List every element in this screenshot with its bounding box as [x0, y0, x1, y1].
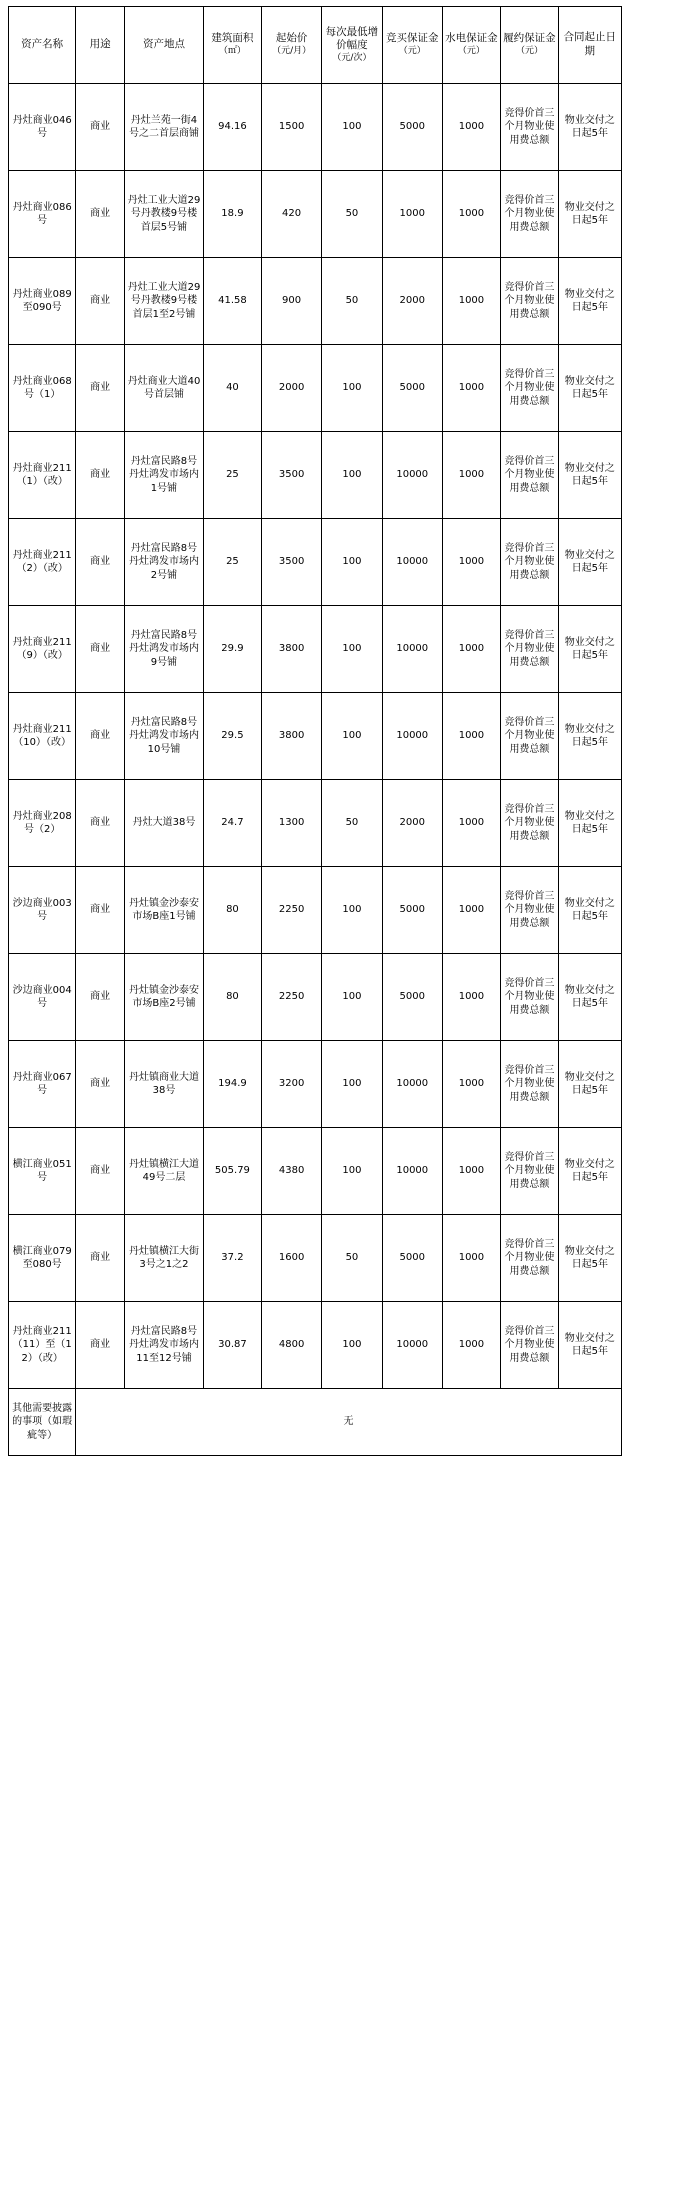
cell-use: 商业 [76, 780, 125, 867]
cell-bid-deposit: 5000 [382, 345, 442, 432]
cell-utility-deposit: 1000 [442, 519, 500, 606]
table-row [9, 1128, 682, 1215]
table-row [9, 345, 682, 432]
table-body [9, 84, 682, 1389]
cell-use: 商业 [76, 954, 125, 1041]
cell-utility-deposit: 1000 [442, 1215, 500, 1302]
cell-utility-deposit: 1000 [442, 954, 500, 1041]
cell-contract-period: 物业交付之日起5年 [558, 171, 621, 258]
cell-location: 丹灶大道38号 [125, 780, 204, 867]
cell-performance-deposit: 竞得价首三个月物业使用费总额 [500, 1302, 558, 1389]
cell-utility-deposit: 1000 [442, 1302, 500, 1389]
cell-location: 丹灶富民路8号丹灶鸿发市场内9号铺 [125, 606, 204, 693]
cell-utility-deposit: 1000 [442, 345, 500, 432]
cell-area: 25 [203, 432, 261, 519]
header-area-label: 建筑面积 [211, 32, 254, 45]
cell-location: 丹灶富民路8号丹灶鸿发市场内2号铺 [125, 519, 204, 606]
table-row [9, 1215, 682, 1302]
cell-increment: 100 [322, 432, 382, 519]
cell-start-price: 4800 [261, 1302, 321, 1389]
header-increment-label: 每次最低增价幅度 [325, 25, 379, 52]
cell-bid-deposit: 10000 [382, 1302, 442, 1389]
cell-bid-deposit: 10000 [382, 606, 442, 693]
cell-location: 丹灶兰苑一街4号之二首层商铺 [125, 84, 204, 171]
cell-performance-deposit: 竞得价首三个月物业使用费总额 [500, 258, 558, 345]
cell-area: 505.79 [203, 1128, 261, 1215]
cell-utility-deposit: 1000 [442, 780, 500, 867]
cell-performance-deposit: 竞得价首三个月物业使用费总额 [500, 780, 558, 867]
cell-area: 29.9 [203, 606, 261, 693]
cell-bid-deposit: 2000 [382, 258, 442, 345]
table-row [9, 519, 682, 606]
cell-use: 商业 [76, 867, 125, 954]
footer-value: 无 [76, 1389, 621, 1456]
cell-use: 商业 [76, 519, 125, 606]
cell-use: 商业 [76, 1302, 125, 1389]
header-performance-deposit-unit: （元） [515, 45, 543, 56]
table-row [9, 258, 682, 345]
cell-bid-deposit: 5000 [382, 954, 442, 1041]
table-row [9, 84, 682, 171]
footer-row [9, 1389, 682, 1456]
table-row [9, 1302, 682, 1389]
cell-performance-deposit: 竞得价首三个月物业使用费总额 [500, 606, 558, 693]
cell-bid-deposit: 10000 [382, 693, 442, 780]
cell-use: 商业 [76, 1041, 125, 1128]
cell-utility-deposit: 1000 [442, 84, 500, 171]
cell-asset-name: 丹灶商业208号（2） [9, 780, 76, 867]
cell-performance-deposit: 竞得价首三个月物业使用费总额 [500, 693, 558, 780]
cell-asset-name: 丹灶商业089至090号 [9, 258, 76, 345]
cell-contract-period: 物业交付之日起5年 [558, 84, 621, 171]
cell-area: 25 [203, 519, 261, 606]
cell-location: 丹灶富民路8号丹灶鸿发市场内1号铺 [125, 432, 204, 519]
cell-asset-name: 横江商业079至080号 [9, 1215, 76, 1302]
table-row [9, 867, 682, 954]
header-location: 资产地点 [125, 7, 204, 84]
cell-performance-deposit: 竞得价首三个月物业使用费总额 [500, 519, 558, 606]
header-start-price-label: 起始价 [275, 32, 308, 45]
cell-use: 商业 [76, 345, 125, 432]
cell-use: 商业 [76, 258, 125, 345]
cell-location: 丹灶镇商业大道38号 [125, 1041, 204, 1128]
cell-utility-deposit: 1000 [442, 432, 500, 519]
cell-area: 41.58 [203, 258, 261, 345]
cell-use: 商业 [76, 432, 125, 519]
cell-start-price: 3800 [261, 693, 321, 780]
header-increment-unit: （元/次） [332, 52, 372, 63]
cell-increment: 100 [322, 693, 382, 780]
cell-performance-deposit: 竞得价首三个月物业使用费总额 [500, 432, 558, 519]
cell-area: 37.2 [203, 1215, 261, 1302]
cell-area: 30.87 [203, 1302, 261, 1389]
header-increment [322, 7, 382, 84]
cell-area: 94.16 [203, 84, 261, 171]
header-area-unit: （㎡） [218, 45, 246, 56]
header-start-price [261, 7, 321, 84]
cell-area: 29.5 [203, 693, 261, 780]
table-row [9, 693, 682, 780]
cell-contract-period: 物业交付之日起5年 [558, 432, 621, 519]
header-asset-name: 资产名称 [9, 7, 76, 84]
cell-utility-deposit: 1000 [442, 1128, 500, 1215]
cell-area: 80 [203, 954, 261, 1041]
cell-asset-name: 丹灶商业046号 [9, 84, 76, 171]
header-bid-deposit-label: 竞买保证金 [386, 32, 439, 45]
cell-contract-period: 物业交付之日起5年 [558, 519, 621, 606]
footer-label: 其他需要披露的事项（如瑕疵等） [9, 1389, 76, 1456]
cell-location: 丹灶工业大道29号丹教楼9号楼首层5号铺 [125, 171, 204, 258]
cell-contract-period: 物业交付之日起5年 [558, 954, 621, 1041]
cell-area: 80 [203, 867, 261, 954]
cell-bid-deposit: 2000 [382, 780, 442, 867]
cell-performance-deposit: 竞得价首三个月物业使用费总额 [500, 954, 558, 1041]
cell-bid-deposit: 5000 [382, 84, 442, 171]
header-contract-period: 合同起止日期 [558, 7, 621, 84]
cell-increment: 50 [322, 171, 382, 258]
header-bid-deposit [382, 7, 442, 84]
cell-increment: 100 [322, 345, 382, 432]
asset-table [8, 6, 682, 1456]
cell-start-price: 900 [261, 258, 321, 345]
cell-location: 丹灶镇横江大道49号二层 [125, 1128, 204, 1215]
cell-increment: 100 [322, 606, 382, 693]
cell-utility-deposit: 1000 [442, 1041, 500, 1128]
table-header-row [9, 7, 682, 84]
cell-contract-period: 物业交付之日起5年 [558, 1128, 621, 1215]
cell-utility-deposit: 1000 [442, 258, 500, 345]
cell-asset-name: 丹灶商业211（2）（改） [9, 519, 76, 606]
cell-location: 丹灶镇金沙泰安市场B座2号铺 [125, 954, 204, 1041]
cell-increment: 100 [322, 867, 382, 954]
cell-contract-period: 物业交付之日起5年 [558, 345, 621, 432]
cell-utility-deposit: 1000 [442, 867, 500, 954]
cell-bid-deposit: 10000 [382, 1041, 442, 1128]
cell-asset-name: 沙边商业003号 [9, 867, 76, 954]
cell-contract-period: 物业交付之日起5年 [558, 693, 621, 780]
header-start-price-unit: （元/月） [272, 45, 312, 56]
cell-utility-deposit: 1000 [442, 606, 500, 693]
cell-increment: 50 [322, 258, 382, 345]
cell-area: 40 [203, 345, 261, 432]
cell-use: 商业 [76, 1128, 125, 1215]
header-use: 用途 [76, 7, 125, 84]
cell-contract-period: 物业交付之日起5年 [558, 606, 621, 693]
cell-location: 丹灶富民路8号丹灶鸿发市场内11至12号铺 [125, 1302, 204, 1389]
cell-bid-deposit: 10000 [382, 432, 442, 519]
cell-contract-period: 物业交付之日起5年 [558, 780, 621, 867]
cell-performance-deposit: 竞得价首三个月物业使用费总额 [500, 867, 558, 954]
table-footer [9, 1389, 682, 1456]
cell-location: 丹灶工业大道29号丹教楼9号楼首层1至2号铺 [125, 258, 204, 345]
cell-increment: 100 [322, 84, 382, 171]
cell-contract-period: 物业交付之日起5年 [558, 1302, 621, 1389]
cell-asset-name: 沙边商业004号 [9, 954, 76, 1041]
cell-increment: 100 [322, 954, 382, 1041]
header-bid-deposit-unit: （元） [398, 45, 426, 56]
cell-use: 商业 [76, 606, 125, 693]
cell-asset-name: 丹灶商业068号（1） [9, 345, 76, 432]
cell-start-price: 1600 [261, 1215, 321, 1302]
table-row [9, 954, 682, 1041]
cell-performance-deposit: 竞得价首三个月物业使用费总额 [500, 1215, 558, 1302]
cell-asset-name: 丹灶商业211（10）（改） [9, 693, 76, 780]
cell-location: 丹灶富民路8号丹灶鸿发市场内10号铺 [125, 693, 204, 780]
cell-increment: 100 [322, 1041, 382, 1128]
header-utility-deposit-label: 水电保证金 [445, 32, 498, 45]
cell-start-price: 3200 [261, 1041, 321, 1128]
cell-contract-period: 物业交付之日起5年 [558, 867, 621, 954]
cell-asset-name: 丹灶商业086号 [9, 171, 76, 258]
cell-bid-deposit: 10000 [382, 519, 442, 606]
cell-increment: 50 [322, 780, 382, 867]
cell-contract-period: 物业交付之日起5年 [558, 1215, 621, 1302]
cell-area: 18.9 [203, 171, 261, 258]
header-utility-deposit-unit: （元） [457, 45, 485, 56]
table-row [9, 1041, 682, 1128]
cell-bid-deposit: 5000 [382, 1215, 442, 1302]
cell-start-price: 1500 [261, 84, 321, 171]
cell-start-price: 3500 [261, 519, 321, 606]
cell-asset-name: 丹灶商业211（11）至（12）（改） [9, 1302, 76, 1389]
header-performance-deposit [500, 7, 558, 84]
cell-performance-deposit: 竞得价首三个月物业使用费总额 [500, 1128, 558, 1215]
cell-utility-deposit: 1000 [442, 171, 500, 258]
cell-bid-deposit: 10000 [382, 1128, 442, 1215]
cell-start-price: 420 [261, 171, 321, 258]
cell-start-price: 2250 [261, 954, 321, 1041]
header-utility-deposit [442, 7, 500, 84]
cell-asset-name: 丹灶商业211（9）（改） [9, 606, 76, 693]
cell-utility-deposit: 1000 [442, 693, 500, 780]
cell-use: 商业 [76, 171, 125, 258]
cell-start-price: 1300 [261, 780, 321, 867]
header-area [203, 7, 261, 84]
cell-increment: 100 [322, 1128, 382, 1215]
cell-increment: 50 [322, 1215, 382, 1302]
cell-start-price: 4380 [261, 1128, 321, 1215]
cell-start-price: 3500 [261, 432, 321, 519]
cell-area: 24.7 [203, 780, 261, 867]
table-row [9, 171, 682, 258]
cell-contract-period: 物业交付之日起5年 [558, 258, 621, 345]
cell-area: 194.9 [203, 1041, 261, 1128]
cell-asset-name: 丹灶商业067号 [9, 1041, 76, 1128]
cell-performance-deposit: 竞得价首三个月物业使用费总额 [500, 171, 558, 258]
cell-use: 商业 [76, 84, 125, 171]
cell-increment: 100 [322, 519, 382, 606]
cell-bid-deposit: 1000 [382, 171, 442, 258]
table-row [9, 432, 682, 519]
cell-contract-period: 物业交付之日起5年 [558, 1041, 621, 1128]
cell-performance-deposit: 竞得价首三个月物业使用费总额 [500, 1041, 558, 1128]
cell-start-price: 2000 [261, 345, 321, 432]
cell-use: 商业 [76, 1215, 125, 1302]
cell-asset-name: 横江商业051号 [9, 1128, 76, 1215]
cell-start-price: 3800 [261, 606, 321, 693]
cell-performance-deposit: 竞得价首三个月物业使用费总额 [500, 345, 558, 432]
table-row [9, 780, 682, 867]
cell-location: 丹灶镇金沙泰安市场B座1号铺 [125, 867, 204, 954]
cell-performance-deposit: 竞得价首三个月物业使用费总额 [500, 84, 558, 171]
cell-bid-deposit: 5000 [382, 867, 442, 954]
table-header [9, 7, 682, 84]
cell-increment: 100 [322, 1302, 382, 1389]
cell-asset-name: 丹灶商业211（1）（改） [9, 432, 76, 519]
cell-use: 商业 [76, 693, 125, 780]
cell-location: 丹灶商业大道40号首层铺 [125, 345, 204, 432]
header-performance-deposit-label: 履约保证金 [503, 32, 556, 45]
cell-location: 丹灶镇横江大街3号之1之2 [125, 1215, 204, 1302]
cell-start-price: 2250 [261, 867, 321, 954]
table-row [9, 606, 682, 693]
